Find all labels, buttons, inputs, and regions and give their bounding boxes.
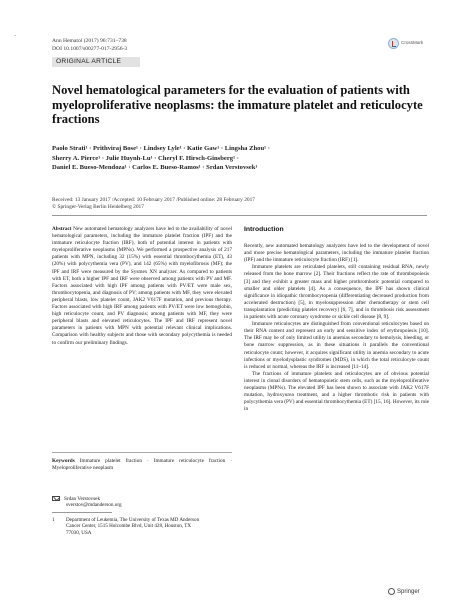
contact-name: Srdan Verstovsek [64,496,101,502]
author-list [52,144,422,173]
keywords-section [52,458,232,472]
affiliation [52,517,202,536]
affiliation-number: 1 [52,517,55,523]
abstract-label: Abstract [52,226,72,232]
publication-history: Received: 13 January 2017 /Accepted: 10 February 2017 /Published online: 28 February 2017 [52,197,256,203]
intro-paragraph: Immature platelets are reticulated platelets, still containing residual RNA, newly released from the bone marrow [2]. Their fractions reflect the rate of thrombopoiesis [3] and they exhibit a greater mass and higher prothrombotic potential compared to smaller and older platelets [4]. As a consequence, the IPF has shown clinical significance in idiopathic thrombocytopenia (differentiating decreased production from accelerated destruction) [5], in myelosuppression after chemotherapy or stem cell transplantation (predicting platelet recovery) [6, 7], and in thrombosis risk assessment in patients with acute coronary syndrome or sickle cell disease [8, 9]. [244,264,429,321]
affiliation-divider [52,512,112,513]
crossmark-badge[interactable] [388,38,428,49]
intro-paragraph: The fractions of immature platelets and reticulocytes are of obvious potential interest in clonal disorders of hematopoietic stem cells, such as the myeloproliferative neoplasms (MPNs). The elevated IPF has been shown to associate with JAK2 V617F mutation, hydroxyurea treatment, and a higher thrombotic risk in patients with polycythemia vera (PV) and essential thrombocythemia (ET) [15, 16]. However, its role in [244,370,429,413]
keywords-text: Immature platelet fraction · Immature reticulocyte fraction · Myeloproliferative neoplasm [52,458,232,472]
journal-reference [52,38,127,53]
keywords-divider [52,452,232,453]
abstract-text: New automated hematology analyzers have led to the availability of novel hematological parameters, including the immature platelet fraction (IPF) and the immature reticulocyte fraction (IRF), both of potential interest in patients with myeloproliferative neoplasms (MPNs). We performed a prospective analysis of 217 patients with MPN, including 32 (15%) with essential thrombocythemia (ET), 43 (20%) with polycythemia vera (PV), and 142 (65%) with myelofibrosis (MF); the IPF and IRF were measured by the Sysmex XN analyzer. As compared to patients with ET, both a higher IPF and IRF were observed among patients with PV and MF. Factors associated with high IPF among patients with PV/ET were male sex, thrombocytopenia, and diagnosis of PV; among patients with MF, they were elevated peripheral blasts, low platelet count, JAK2 V617F mutation, and previous therapy. Factors associated with high IRF among patients with PV/ET were low hemoglobin, high reticulocyte count, and PV diagnosis; among patients with MF, they were peripheral blasts and elevated reticulocytes. The IPF and IRF represent novel parameters in patients with MPN with potential relevant clinical implications. Comparison with healthy subjects and those with secondary polycythemia is needed to confirm our preliminary findings. [52,226,232,346]
header-divider [52,215,427,216]
intro-paragraph: Recently, new automated hematology analyzers have led to the development of novel and more precise hematological parameters, including the immature platelet fraction (IPF) and the immature reticulocyte fraction (IRF) [1]. [244,243,429,264]
paper-title: Novel hematological parameters for the evaluation of patients with myeloproliferative neoplasms: the immature platelet and reticulocyte fractions [52,83,423,127]
page-corner-mark: ´ [14,34,17,42]
journal-citation: Ann Hematol (2017) 96:731–738 [52,38,127,44]
introduction-section [244,226,429,413]
author-line: Sherry A. Pierce¹ · Julie Huynh-Lu¹ · Cheryl F. Hirsch-Ginsberg¹ · [52,154,239,162]
springer-logo-icon [388,588,395,595]
publication-dates [52,197,255,211]
intro-paragraph: Immature reticulocytes are distinguished from conventional reticulocytes based on their RNA content and represent an early and sensitive index of erythropoiesis [10]. The IRF may be of only limited utility in anemias secondary to hemolysis, bleeding, or bone marrow suppression, as in these situations it parallels the conventional reticulocyte count; however, it acquires significant utility in anemia secondary to acute infections or myelodysplastic syndromes (MDS), in which the total reticulocyte count is reduced or normal, whereas the IRF is increased [11–14]. [244,321,429,370]
publisher-name: Springer [397,589,420,596]
publisher-footer [388,588,420,595]
crossmark-icon [388,38,399,49]
abstract-section [52,226,232,347]
crossmark-label: CrossMark [401,40,424,45]
author-line: Daniel E. Bueso-Mendoza¹ · Carlos E. Bueso-Ramos¹ · Srdan Verstovsek¹ [52,164,258,172]
corresponding-author [52,496,232,509]
keywords-label: Keywords [52,458,75,464]
copyright-notice: © Springer-Verlag Berlin Heidelberg 2017 [52,204,144,211]
author-line: Paolo Strati¹ · Prithviraj Bose¹ · Lindsey Lyle¹ · Katie Gaw¹ · Lingsha Zhou¹ · [52,145,270,152]
contact-email[interactable]: sverstov@mdanderson.org [66,502,122,509]
affiliation-text: Department of Leukemia, The University of Texas MD Anderson Cancer Center, 1515 Holcombe Blvd, Unit 428, Houston, TX 77030, USA [66,517,200,536]
envelope-icon [52,496,60,501]
introduction-heading: Introduction [244,226,284,233]
article-type-banner: ORIGINAL ARTICLE [52,57,140,67]
journal-doi[interactable]: DOI 10.1007/s00277-017-2956-3 [52,45,128,52]
